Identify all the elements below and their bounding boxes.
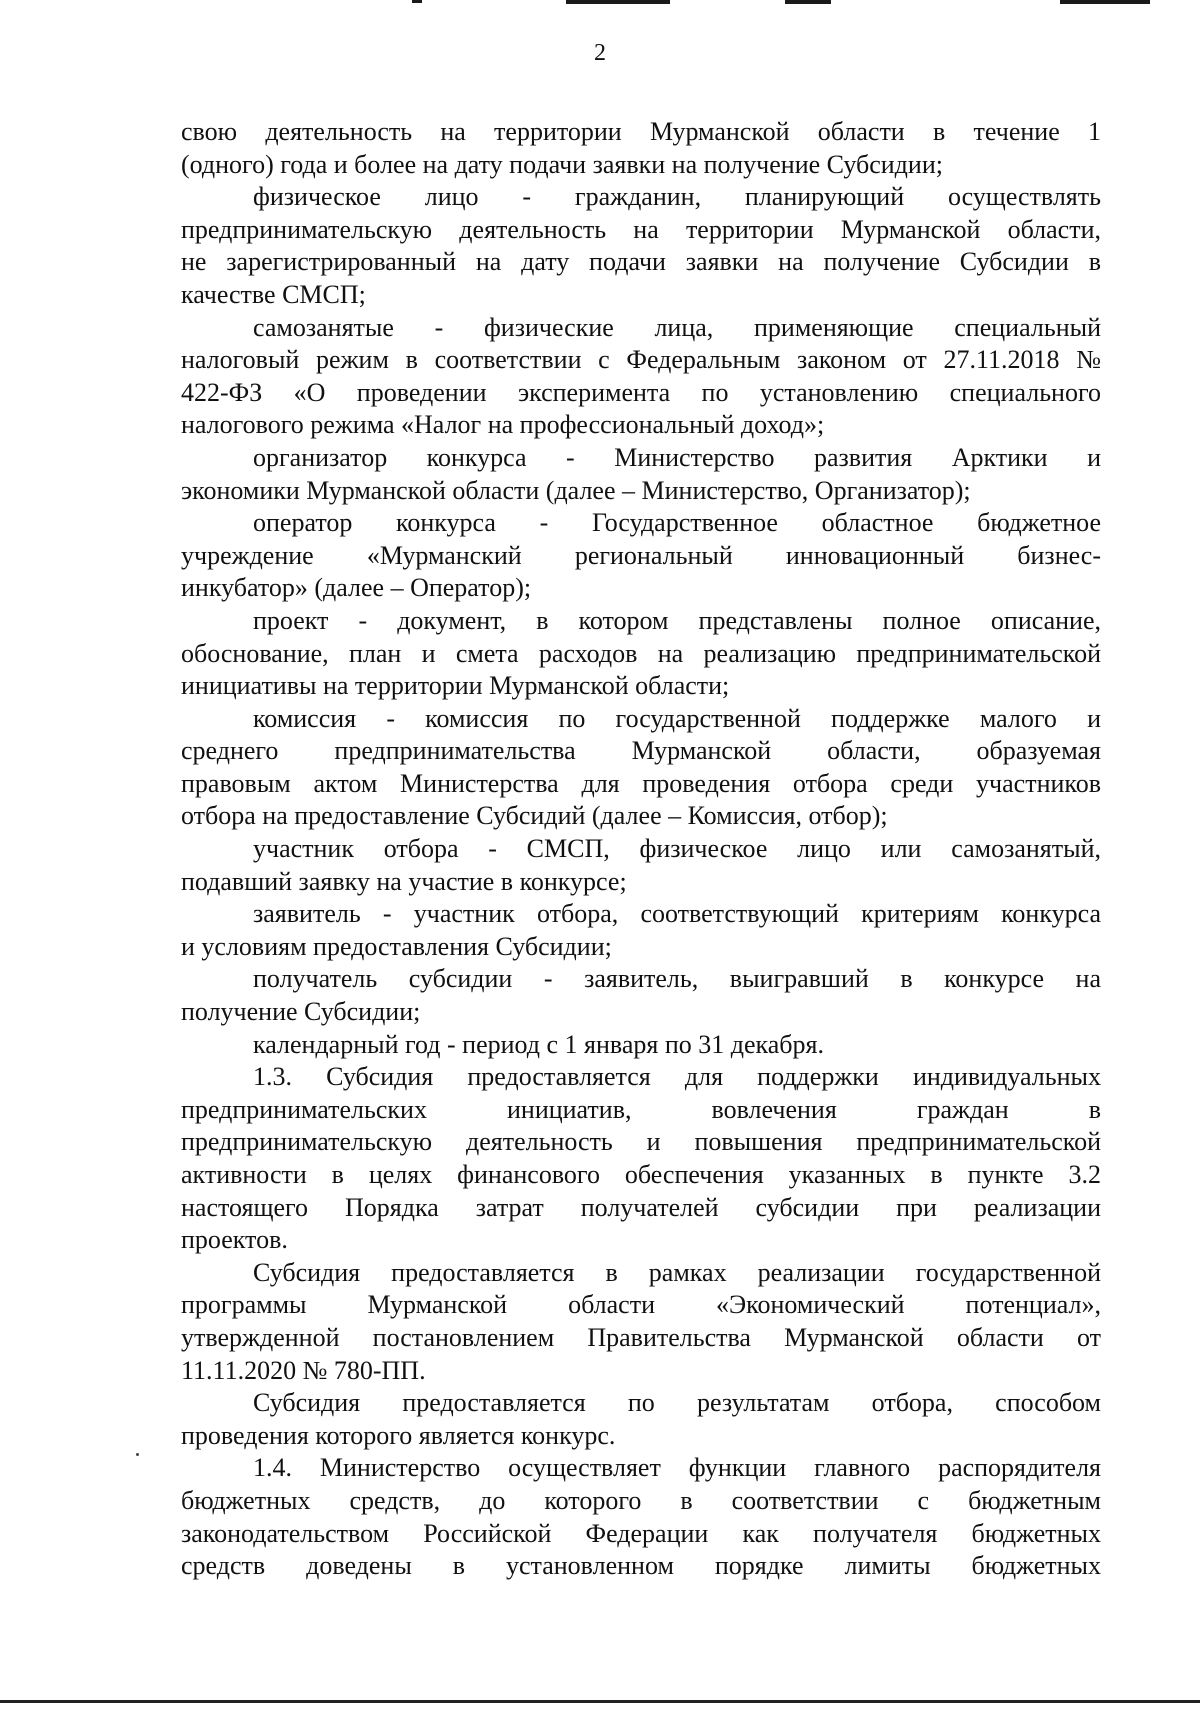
text-line: предпринимательскую деятельность на территории Мурманской области, (181, 214, 1101, 244)
text-line: подавший заявку на участие в конкурсе; (181, 866, 627, 896)
text-line: не зарегистрированный на дату подачи заявки на получение Субсидии в (181, 247, 1101, 277)
text-line: правовым актом Министерства для проведения отбора среди участников (181, 768, 1101, 798)
text-line: организатор конкурса - Министерство развития Арктики и (253, 442, 1101, 472)
scan-artifact (1060, 0, 1150, 4)
text-line: (одного) года и более на дату подачи заявки на получение Субсидии; (181, 149, 943, 179)
scan-artifact (412, 0, 422, 3)
text-line: утвержденной постановлением Правительства Мурманской области от (181, 1322, 1101, 1352)
text-line: Субсидия предоставляется в рамках реализации государственной (253, 1257, 1101, 1287)
text-line: налоговый режим в соответствии с Федеральным законом от 27.11.2018 № (181, 345, 1101, 375)
page-number: 2 (594, 40, 606, 66)
text-line: средств доведены в установленном порядке лимиты бюджетных (181, 1551, 1101, 1581)
text-line: 422-ФЗ «О проведении эксперимента по установлению специального (181, 377, 1101, 407)
text-line: и условиям предоставления Субсидии; (181, 931, 612, 961)
text-line: физическое лицо - гражданин, планирующий осуществлять (253, 182, 1101, 212)
document-body (181, 116, 1101, 1583)
text-line: бюджетных средств, до которого в соответствии с бюджетным (181, 1485, 1101, 1515)
text-line: проект - документ, в котором представлены полное описание, (253, 605, 1101, 635)
text-line: заявитель - участник отбора, соответствующий критериям конкурса (253, 899, 1101, 929)
text-line: 11.11.2020 № 780-ПП. (181, 1355, 426, 1385)
text-line: 1.4. Министерство осуществляет функции главного распорядителя (253, 1453, 1101, 1483)
scan-bottom-edge (0, 1700, 1200, 1703)
text-line: инкубатор» (далее – Оператор); (181, 573, 532, 603)
text-line: проведения которого является конкурс. (181, 1420, 616, 1450)
text-line: инициативы на территории Мурманской области; (181, 671, 730, 701)
text-line: предпринимательских инициатив, вовлечения граждан в (181, 1094, 1101, 1124)
text-line: экономики Мурманской области (далее – Министерство, Организатор); (181, 475, 971, 505)
text-line: предпринимательскую деятельность и повышения предпринимательской (181, 1127, 1101, 1157)
text-line: качестве СМСП; (181, 279, 366, 309)
text-line: участник отбора - СМСП, физическое лицо или самозанятый, (253, 834, 1101, 864)
text-line: 1.3. Субсидия предоставляется для поддержки индивидуальных (253, 1062, 1101, 1092)
scan-artifact (566, 0, 670, 4)
text-line: активности в целях финансового обеспечения указанных в пункте 3.2 (181, 1160, 1101, 1189)
text-line: получение Субсидии; (181, 997, 421, 1027)
scan-artifact (785, 0, 831, 4)
text-line: обоснование, план и смета расходов на реализацию предпринимательской (181, 638, 1101, 668)
text-line: оператор конкурса - Государственное областное бюджетное (253, 508, 1101, 538)
scan-speck (136, 1453, 139, 1456)
text-line: календарный год - период с 1 января по 31 декабря. (253, 1029, 824, 1059)
text-line: законодательством Российской Федерации как получателя бюджетных (181, 1518, 1101, 1548)
text-line: программы Мурманской области «Экономический потенциал», (181, 1290, 1101, 1320)
text-line: отбора на предоставление Субсидий (далее – Комиссия, отбор); (181, 801, 888, 831)
text-line: учреждение «Мурманский региональный инновационный бизнес- (181, 540, 1101, 570)
text-line: Субсидия предоставляется по результатам отбора, способом (253, 1388, 1101, 1418)
text-line: налогового режима «Налог на профессиональный доход»; (181, 410, 825, 440)
text-line: получатель субсидии - заявитель, выигравший в конкурсе на (253, 964, 1101, 994)
text-line: самозанятые - физические лица, применяющие специальный (253, 312, 1101, 342)
text-line: свою деятельность на территории Мурманской области в течение 1 (181, 117, 1101, 146)
text-line: среднего предпринимательства Мурманской области, образуемая (181, 736, 1101, 766)
text-line: проектов. (181, 1225, 288, 1255)
text-line: настоящего Порядка затрат получателей субсидии при реализации (181, 1192, 1101, 1222)
text-line: комиссия - комиссия по государственной поддержке малого и (253, 703, 1101, 733)
